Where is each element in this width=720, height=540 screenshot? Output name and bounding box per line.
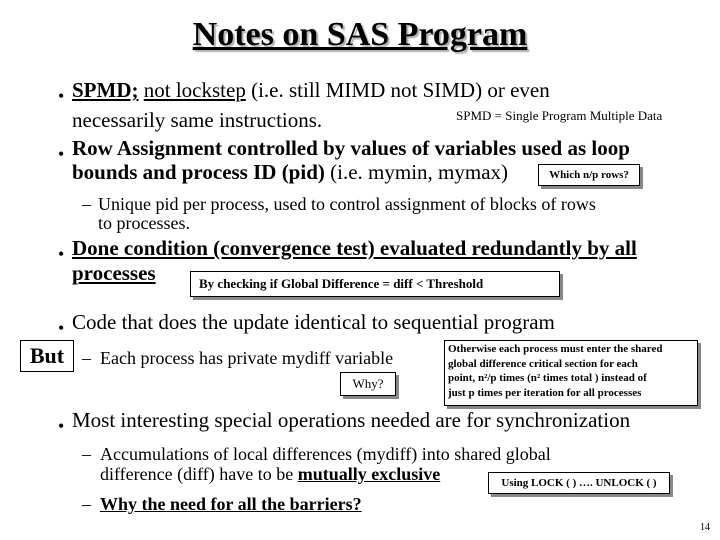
callout-otherwise-line1: Otherwise each process must enter the shared bbox=[448, 343, 663, 355]
sub-private-mydiff: Each process has private mydiff variable bbox=[100, 348, 394, 368]
callout-why: Why? bbox=[340, 372, 396, 396]
callout-which-rows: Which n/p rows? bbox=[538, 164, 640, 186]
sub-accumulations-line1: Accumulations of local differences (mydiff) into shared global bbox=[100, 444, 551, 464]
callout-otherwise-line3: point, n²/p times (n² times total ) instead of bbox=[448, 372, 647, 384]
callout-otherwise-line4: just p times per iteration for all processes bbox=[448, 386, 642, 399]
bullet-marker: • bbox=[58, 244, 65, 264]
callout-threshold: By checking if Global Difference = diff < Threshold bbox=[190, 271, 560, 297]
sub-unique-pid-line1: Unique pid per process, used to control assignment of blocks of rows bbox=[98, 194, 596, 214]
pid-text: bounds and process ID (pid) bbox=[72, 160, 325, 184]
accumulations-text: difference (diff) have to be bbox=[100, 464, 298, 484]
dash-marker: – bbox=[82, 494, 91, 514]
callout-otherwise-line2: global difference critical section for each bbox=[448, 357, 638, 370]
spmd-description: (i.e. still MIMD not SIMD) or even bbox=[245, 78, 550, 102]
slide-title: Notes on SAS Program bbox=[192, 16, 528, 53]
sub-accumulations-line2 bbox=[100, 464, 440, 485]
callout-spmd: SPMD = Single Program Multiple Data bbox=[456, 108, 663, 123]
callout-otherwise bbox=[444, 340, 698, 406]
bullet-done-condition-line2: processes bbox=[72, 261, 156, 285]
bullet-spmd-line2: necessarily same instructions. bbox=[72, 108, 323, 132]
bullet-row-assignment-line2 bbox=[72, 160, 508, 185]
but-label-box: But bbox=[20, 340, 74, 372]
bullet-done-condition-line1: Done condition (convergence test) evaluated redundantly by all bbox=[72, 236, 637, 260]
page-number: 14 bbox=[700, 522, 710, 533]
sub-barriers-question: Why the need for all the barriers? bbox=[100, 494, 362, 514]
bullet-row-assignment-line1: Row Assignment controlled by values of variables used as loop bbox=[72, 136, 630, 160]
bullet-spmd-line1 bbox=[72, 78, 550, 103]
dash-marker: – bbox=[82, 194, 91, 214]
dash-marker: – bbox=[82, 444, 91, 464]
bullet-marker: • bbox=[58, 318, 65, 338]
bullet-synchronization: Most interesting special operations needed are for synchronization bbox=[72, 408, 631, 432]
sub-unique-pid-line2: to processes. bbox=[98, 213, 190, 233]
bullet-marker: • bbox=[58, 144, 65, 164]
bullet-marker: • bbox=[58, 416, 65, 436]
bullet-marker: • bbox=[58, 86, 65, 106]
dash-marker: – bbox=[82, 348, 91, 368]
spmd-term: SPMD; bbox=[72, 78, 139, 102]
mutually-exclusive-text: mutually exclusive bbox=[297, 464, 441, 484]
mymin-mymax-text: (i.e. mymin, mymax) bbox=[324, 160, 509, 184]
not-lockstep-text: not lockstep bbox=[143, 78, 246, 102]
bullet-code-update: Code that does the update identical to sequential program bbox=[72, 310, 555, 334]
callout-lock-unlock: Using LOCK ( ) …. UNLOCK ( ) bbox=[488, 472, 670, 494]
